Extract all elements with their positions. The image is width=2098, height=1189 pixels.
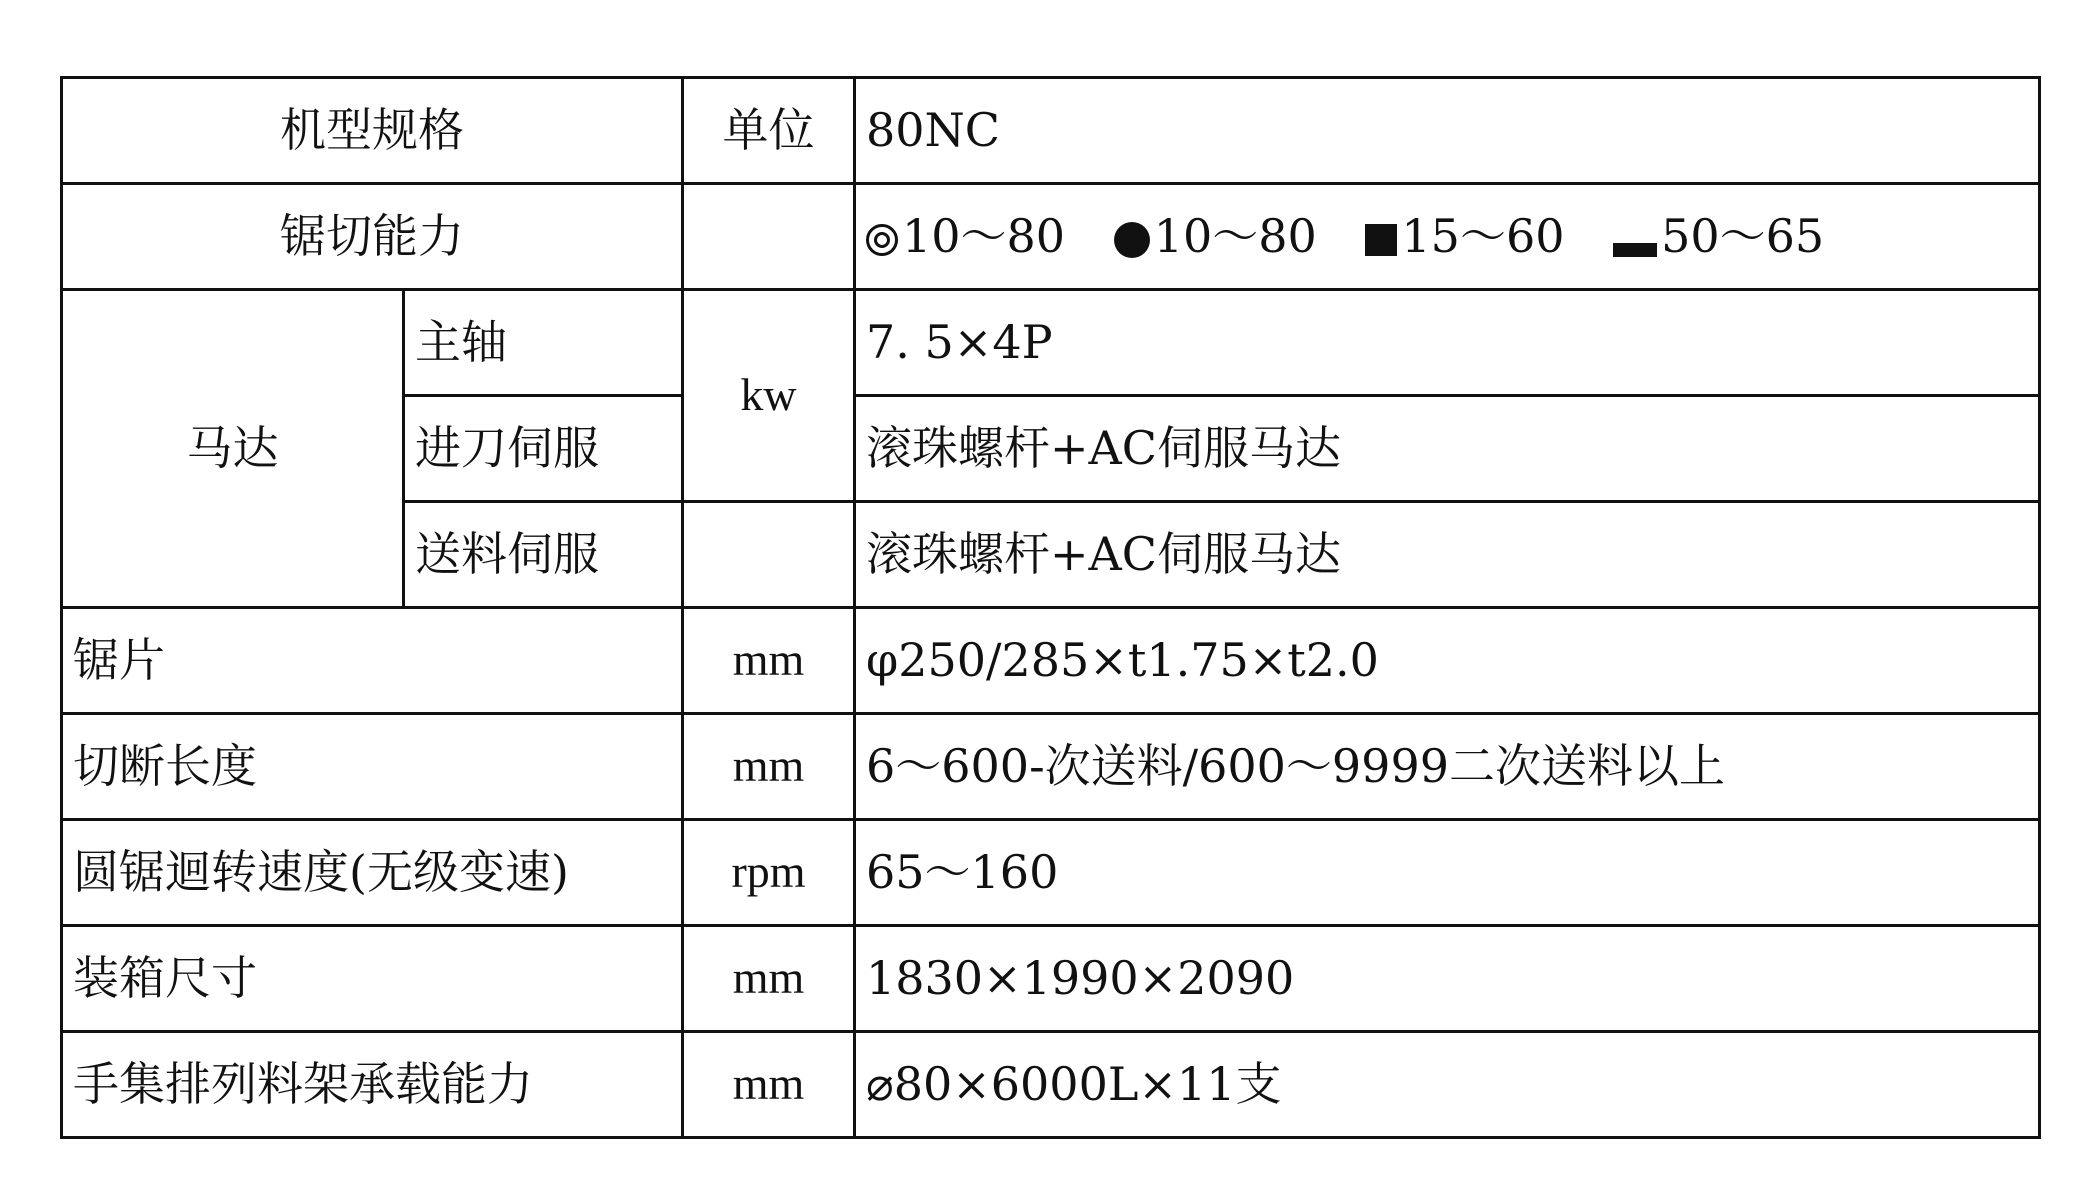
filled-circle-icon <box>1114 222 1150 258</box>
capacity-values <box>855 184 2040 290</box>
model-name: 80NC <box>855 78 2040 184</box>
rack-label: 手集排列料架承载能力 <box>62 1032 683 1138</box>
motor-unit: kw <box>683 290 855 502</box>
blade-value: φ250/285×t1.75×t2.0 <box>855 608 2040 714</box>
capacity-item-flat <box>1613 211 1824 262</box>
capacity-range: 15～60 <box>1401 209 1565 264</box>
rack-unit: mm <box>683 1032 855 1138</box>
table-row <box>62 608 2040 714</box>
spec-table <box>60 76 2041 1139</box>
material-servo-unit <box>683 502 855 608</box>
table-row <box>62 184 2040 290</box>
packing-label: 装箱尺寸 <box>62 926 683 1032</box>
material-servo-value: 滚珠螺杆+AC伺服马达 <box>855 502 2040 608</box>
motor-label: 马达 <box>62 290 404 608</box>
feed-servo-label: 进刀伺服 <box>404 396 683 502</box>
capacity-range: 50～65 <box>1661 209 1825 264</box>
capacity-label: 锯切能力 <box>62 184 683 290</box>
table-row <box>62 290 2040 396</box>
spindle-label: 主轴 <box>404 290 683 396</box>
double-circle-icon <box>866 224 898 256</box>
spec-header-label: 机型规格 <box>62 78 683 184</box>
packing-value: 1830×1990×2090 <box>855 926 2040 1032</box>
rack-value: ⌀80×6000L×11支 <box>855 1032 2040 1138</box>
table-row <box>62 926 2040 1032</box>
capacity-item-round <box>866 211 1065 262</box>
speed-value: 65～160 <box>855 820 2040 926</box>
table-row <box>62 714 2040 820</box>
blade-label: 锯片 <box>62 608 683 714</box>
speed-label: 圆锯迴转速度(无级变速) <box>62 820 683 926</box>
filled-square-icon <box>1365 224 1397 256</box>
spindle-value: 7. 5×4P <box>855 290 2040 396</box>
flat-bar-icon <box>1613 243 1657 257</box>
blade-unit: mm <box>683 608 855 714</box>
table-row <box>62 820 2040 926</box>
speed-unit: rpm <box>683 820 855 926</box>
capacity-range: 10～80 <box>1153 209 1317 264</box>
capacity-item-square <box>1365 211 1564 262</box>
capacity-range: 10～80 <box>902 209 1066 264</box>
feed-servo-value: 滚珠螺杆+AC伺服马达 <box>855 396 2040 502</box>
cut-length-unit: mm <box>683 714 855 820</box>
table-row <box>62 1032 2040 1138</box>
packing-unit: mm <box>683 926 855 1032</box>
material-servo-label: 送料伺服 <box>404 502 683 608</box>
capacity-unit <box>683 184 855 290</box>
table-row <box>62 78 2040 184</box>
unit-header-label: 单位 <box>683 78 855 184</box>
capacity-item-solid-round <box>1114 211 1317 262</box>
cut-length-label: 切断长度 <box>62 714 683 820</box>
cut-length-value: 6～600-次送料/600～9999二次送料以上 <box>855 714 2040 820</box>
